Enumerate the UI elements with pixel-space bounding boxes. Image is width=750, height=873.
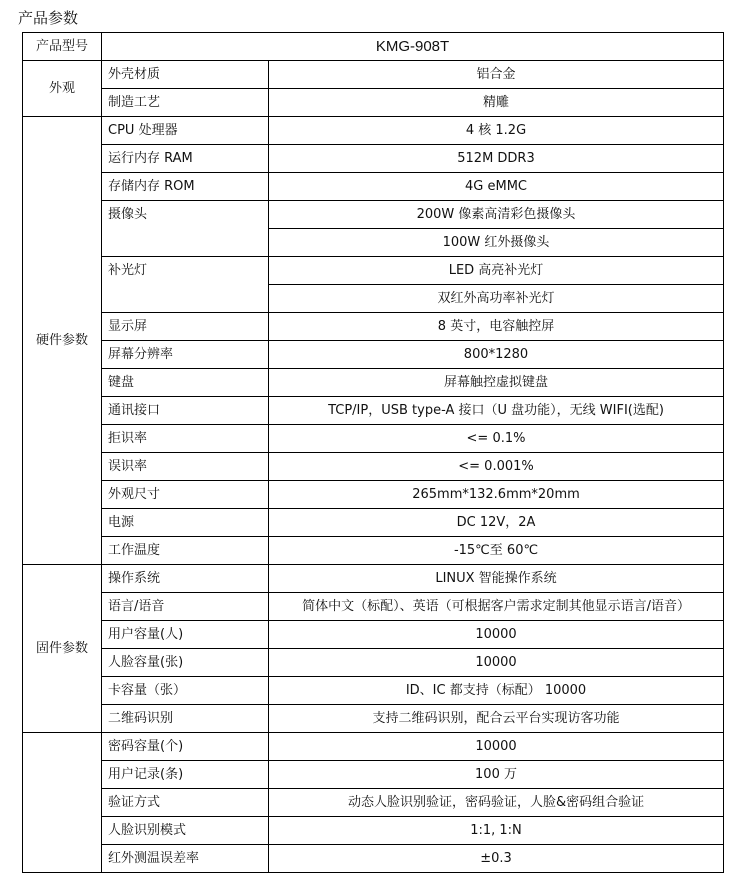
- spec-table-body: [23, 33, 724, 873]
- param-name: 外壳材质: [102, 61, 269, 89]
- param-name: 密码容量(个): [102, 733, 269, 761]
- param-name: 人脸容量(张): [102, 649, 269, 677]
- param-name: 操作系统: [102, 565, 269, 593]
- param-name: 红外测温误差率: [102, 845, 269, 873]
- param-value: LINUX 智能操作系统: [269, 565, 724, 593]
- param-name: 误识率: [102, 453, 269, 481]
- spec-row: [23, 481, 724, 509]
- model-row: [23, 33, 724, 61]
- param-value: ±0.3: [269, 845, 724, 873]
- param-value: 屏幕触控虚拟键盘: [269, 369, 724, 397]
- spec-row: [23, 677, 724, 705]
- spec-row: [23, 705, 724, 733]
- spec-table: [22, 32, 724, 873]
- param-name: 语言/语音: [102, 593, 269, 621]
- param-value: 1:1, 1:N: [269, 817, 724, 845]
- param-name: 通讯接口: [102, 397, 269, 425]
- param-value: LED 高亮补光灯: [269, 257, 724, 285]
- model-label: 产品型号: [23, 33, 102, 61]
- param-value: 铝合金: [269, 61, 724, 89]
- spec-row: [23, 117, 724, 145]
- param-value: 265mm*132.6mm*20mm: [269, 481, 724, 509]
- spec-row: [23, 425, 724, 453]
- param-value: 10000: [269, 649, 724, 677]
- param-name: 外观尺寸: [102, 481, 269, 509]
- spec-row: [23, 565, 724, 593]
- param-name: 显示屏: [102, 313, 269, 341]
- param-name: 补光灯: [102, 257, 269, 313]
- param-name: 二维码识别: [102, 705, 269, 733]
- param-value: 4G eMMC: [269, 173, 724, 201]
- spec-row: [23, 649, 724, 677]
- group-label: 外观: [23, 61, 102, 117]
- param-value: 200W 像素高清彩色摄像头: [269, 201, 724, 229]
- spec-row: [23, 369, 724, 397]
- document-title: 产品参数: [18, 9, 79, 27]
- param-name: 用户容量(人): [102, 621, 269, 649]
- param-name: 用户记录(条): [102, 761, 269, 789]
- param-value: 4 核 1.2G: [269, 117, 724, 145]
- param-value: 10000: [269, 733, 724, 761]
- param-name: CPU 处理器: [102, 117, 269, 145]
- param-value: 支持二维码识别，配合云平台实现访客功能: [269, 705, 724, 733]
- param-value: DC 12V，2A: [269, 509, 724, 537]
- param-value: TCP/IP，USB type-A 接口（U 盘功能），无线 WIFI(选配): [269, 397, 724, 425]
- param-name: 电源: [102, 509, 269, 537]
- spec-row: [23, 621, 724, 649]
- param-name: 摄像头: [102, 201, 269, 257]
- param-value: 512M DDR3: [269, 145, 724, 173]
- param-value: 100W 红外摄像头: [269, 229, 724, 257]
- param-value: 10000: [269, 621, 724, 649]
- param-value: 精雕: [269, 89, 724, 117]
- spec-row: [23, 537, 724, 565]
- model-value: KMG-908T: [102, 33, 724, 61]
- param-value: 8 英寸，电容触控屏: [269, 313, 724, 341]
- spec-row: [23, 173, 724, 201]
- param-value: ID、IC 都支持（标配） 10000: [269, 677, 724, 705]
- spec-row: [23, 789, 724, 817]
- spec-row: [23, 733, 724, 761]
- param-name: 运行内存 RAM: [102, 145, 269, 173]
- param-value: <= 0.1%: [269, 425, 724, 453]
- spec-row: [23, 89, 724, 117]
- group-label: 固件参数: [23, 565, 102, 733]
- param-name: 屏幕分辨率: [102, 341, 269, 369]
- spec-row: [23, 201, 724, 229]
- param-value: 动态人脸识别验证，密码验证，人脸&密码组合验证: [269, 789, 724, 817]
- param-name: 验证方式: [102, 789, 269, 817]
- spec-row: [23, 341, 724, 369]
- param-value: -15℃至 60℃: [269, 537, 724, 565]
- spec-row: [23, 257, 724, 285]
- spec-row: [23, 313, 724, 341]
- param-value: 100 万: [269, 761, 724, 789]
- param-value: 简体中文（标配）、英语（可根据客户需求定制其他显示语言/语音）: [269, 593, 724, 621]
- spec-row: [23, 397, 724, 425]
- param-name: 工作温度: [102, 537, 269, 565]
- param-name: 人脸识别模式: [102, 817, 269, 845]
- param-name: 卡容量（张）: [102, 677, 269, 705]
- group-label: [23, 733, 102, 873]
- param-value: 双红外高功率补光灯: [269, 285, 724, 313]
- spec-row: [23, 61, 724, 89]
- param-value: <= 0.001%: [269, 453, 724, 481]
- param-name: 存储内存 ROM: [102, 173, 269, 201]
- spec-row: [23, 453, 724, 481]
- spec-row: [23, 593, 724, 621]
- param-name: 制造工艺: [102, 89, 269, 117]
- param-name: 拒识率: [102, 425, 269, 453]
- spec-row: [23, 845, 724, 873]
- param-name: 键盘: [102, 369, 269, 397]
- param-value: 800*1280: [269, 341, 724, 369]
- spec-row: [23, 509, 724, 537]
- spec-row: [23, 817, 724, 845]
- spec-row: [23, 761, 724, 789]
- spec-row: [23, 145, 724, 173]
- group-label: 硬件参数: [23, 117, 102, 565]
